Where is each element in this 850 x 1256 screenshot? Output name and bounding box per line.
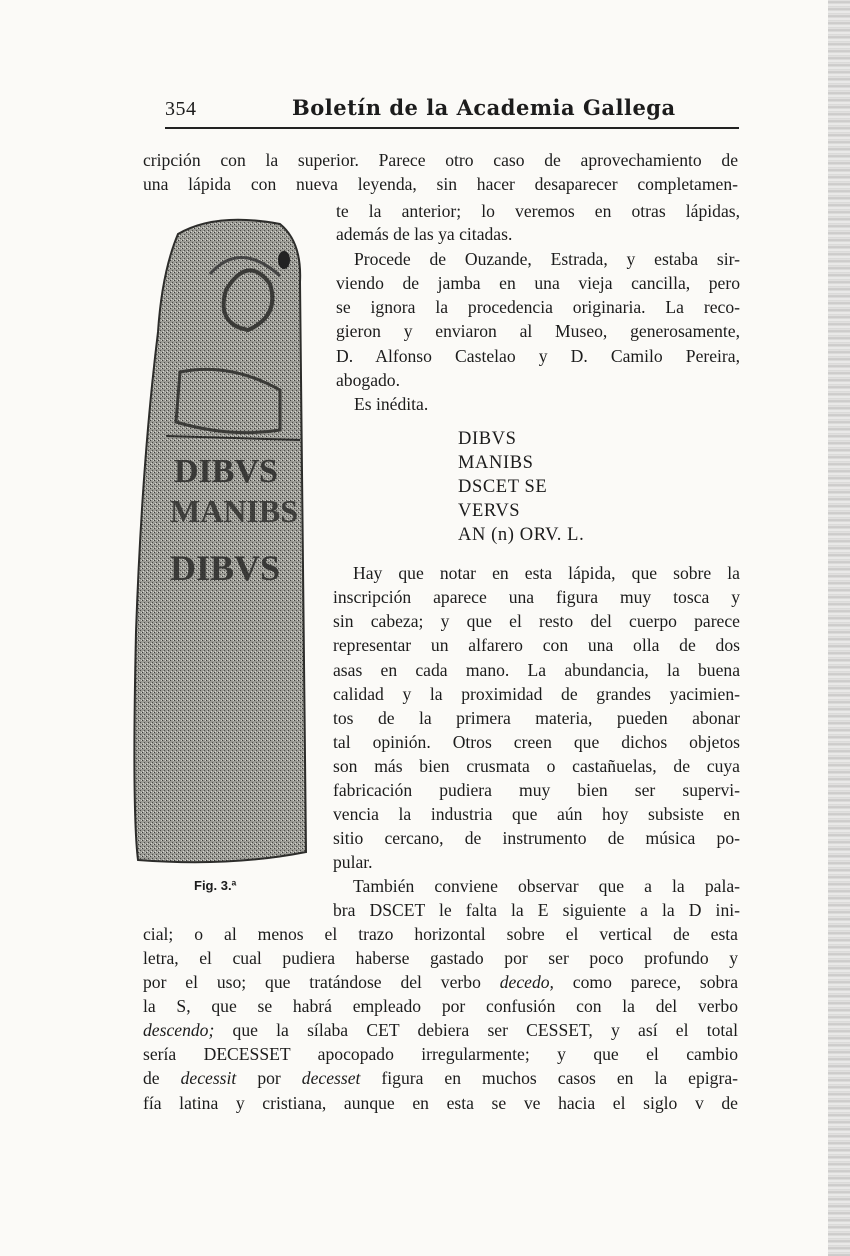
text-line: abogado. xyxy=(336,370,401,390)
header-rule xyxy=(165,127,739,129)
inscription-line: AN (n) ORV. L. xyxy=(458,525,585,545)
text-line: Es inédita. xyxy=(354,394,429,414)
text-line: pular. xyxy=(333,852,373,872)
text-line: se ignora la procedencia originaria. La reco- xyxy=(336,297,740,317)
scanned-page-edge xyxy=(828,0,850,1256)
running-title: Boletín de la Academia Gallega xyxy=(292,95,676,120)
text-line: una lápida con nueva leyenda, sin hacer desaparecer completamen- xyxy=(143,174,738,194)
inscription-line: DIBVS xyxy=(458,429,517,449)
text-line: vencia la industria que aún hoy subsiste en xyxy=(333,804,740,824)
text-line: la S, que se habrá empleado por confusión con la del verbo xyxy=(143,996,738,1016)
text-line: Hay que notar en esta lápida, que sobre la xyxy=(353,563,740,583)
text-line: por el uso; que tratándose del verbo decedo, como parece, sobra xyxy=(143,972,738,992)
stone-carved-text: DIBVS xyxy=(174,453,278,490)
text-line: fabricación pudiera muy bien ser supervi- xyxy=(333,780,740,800)
text-line: cripción con la superior. Parece otro caso de aprovechamiento de xyxy=(143,150,738,170)
text-line: También conviene observar que a la pala- xyxy=(353,876,740,896)
stone-stele-figure xyxy=(130,212,310,872)
page-header xyxy=(165,94,739,130)
text-line: bra DSCET le falta la E siguiente a la D ini- xyxy=(333,900,740,920)
text-line: representar un alfarero con una olla de dos xyxy=(333,635,740,655)
text-line: Procede de Ouzande, Estrada, y estaba sir- xyxy=(354,249,740,269)
page-number: 354 xyxy=(165,98,197,120)
text-line: sin cabeza; y que el resto del cuerpo parece xyxy=(333,611,740,631)
text-line: viendo de jamba en una vieja cancilla, pero xyxy=(336,273,740,293)
text-line: sería DECESSET apocopado irregularmente; y que el cambio xyxy=(143,1044,738,1064)
text-line: D. Alfonso Castelao y D. Camilo Pereira, xyxy=(336,346,740,366)
text-line: tal opinión. Otros creen que dichos objetos xyxy=(333,732,740,752)
text-line: sitio cercano, de instrumento de música po- xyxy=(333,828,740,848)
stone-carved-text: DIBVS xyxy=(170,548,281,588)
inscription-line: DSCET SE xyxy=(458,477,548,497)
text-line: de decessit por decesset figura en muchos casos en la epigra- xyxy=(143,1068,738,1088)
text-line: tos de la primera materia, pueden abonar xyxy=(333,708,740,728)
stone-carved-text: MANIBS xyxy=(170,493,299,529)
text-line: inscripción aparece una figura muy tosca y xyxy=(333,587,740,607)
text-line: cial; o al menos el trazo horizontal sobre el vertical de esta xyxy=(143,924,738,944)
text-line: fía latina y cristiana, aunque en esta se ve hacia el siglo v de xyxy=(143,1093,738,1113)
figure-caption: Fig. 3.ª xyxy=(194,878,237,893)
inscription-line: MANIBS xyxy=(458,453,534,473)
text-line: asas en cada mano. La abundancia, la buena xyxy=(333,660,740,680)
text-line: son más bien crusmata o castañuelas, de cuya xyxy=(333,756,740,776)
text-line: descendo; que la sílaba CET debiera ser CESSET, y así el total xyxy=(143,1020,738,1040)
inscription-line: VERVS xyxy=(458,501,521,521)
text-line: calidad y la proximidad de grandes yacimien- xyxy=(333,684,740,704)
text-line: te la anterior; lo veremos en otras lápidas, xyxy=(336,201,740,221)
text-line: gieron y enviaron al Museo, generosamente, xyxy=(336,321,740,341)
text-line: letra, el cual pudiera haberse gastado por ser poco profundo y xyxy=(143,948,738,968)
text-line: además de las ya citadas. xyxy=(336,224,513,244)
